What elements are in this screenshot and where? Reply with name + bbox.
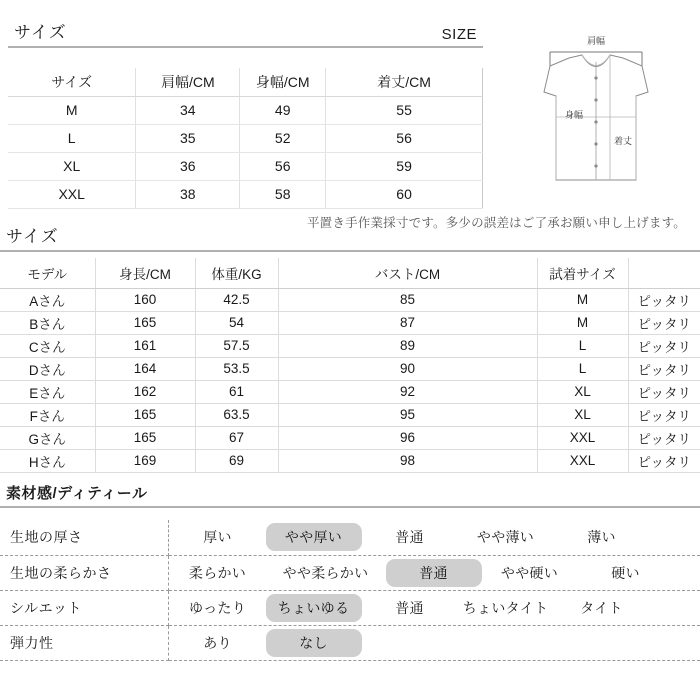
col-header-shoulder: 肩幅/CM xyxy=(136,68,240,96)
cell-weight: 67 xyxy=(195,426,278,449)
cell-bust: 85 xyxy=(278,288,537,311)
option-silhouette-3[interactable]: ちょいタイト xyxy=(462,599,549,616)
cell-trysize: L xyxy=(537,357,628,380)
option-thickness-4[interactable]: 薄い xyxy=(587,529,616,546)
cell-weight: 53.5 xyxy=(195,357,278,380)
table-header-row xyxy=(8,68,483,96)
option-silhouette-2[interactable]: 普通 xyxy=(395,599,424,616)
cell-height: 165 xyxy=(95,311,195,334)
cell-fit: ピッタリ xyxy=(628,449,700,472)
cell-bodywidth: 58 xyxy=(240,180,326,208)
cell-length: 56 xyxy=(326,124,483,152)
cell-shoulder: 34 xyxy=(136,96,240,124)
material-row-elasticity xyxy=(0,625,700,660)
option-silhouette-0[interactable]: ゆったり xyxy=(188,599,247,616)
table-row xyxy=(0,380,700,403)
cell-trysize: L xyxy=(537,334,628,357)
cell-height: 165 xyxy=(95,426,195,449)
cell-model: Cさん xyxy=(0,334,95,357)
cell-fit: ピッタリ xyxy=(628,403,700,426)
col-header-model: モデル xyxy=(0,258,95,288)
measurement-note: 平置き手作業採寸です。多少の誤差はご了承お願い申し上げます。 xyxy=(306,216,686,230)
sec-head-model xyxy=(0,222,700,252)
material-row-silhouette xyxy=(0,590,700,625)
table-row xyxy=(8,180,483,208)
cell-height: 162 xyxy=(95,380,195,403)
cell-bust: 95 xyxy=(278,403,537,426)
diagram-label-length: 着丈 xyxy=(613,136,633,146)
col-header-weight: 体重/KG xyxy=(195,258,278,288)
cell-shoulder: 35 xyxy=(136,124,240,152)
section-title-jp: 素材感/ディティール xyxy=(6,485,148,502)
cell-trysize: XL xyxy=(537,403,628,426)
table-row xyxy=(8,96,483,124)
sec-head-material xyxy=(0,482,700,508)
cell-model: Fさん xyxy=(0,403,95,426)
cell-bust: 98 xyxy=(278,449,537,472)
cell-bodywidth: 49 xyxy=(240,96,326,124)
table-row xyxy=(0,357,700,380)
material-row-label: 生地の厚さ xyxy=(0,520,168,555)
cell-model: Eさん xyxy=(0,380,95,403)
cell-fit: ピッタリ xyxy=(628,380,700,403)
table-row xyxy=(0,426,700,449)
cell-height: 161 xyxy=(95,334,195,357)
cell-weight: 54 xyxy=(195,311,278,334)
col-header-size: サイズ xyxy=(8,68,136,96)
cell-model: Gさん xyxy=(0,426,95,449)
col-header-height: 身長/CM xyxy=(95,258,195,288)
cell-size: XXL xyxy=(8,180,136,208)
cell-fit: ピッタリ xyxy=(628,311,700,334)
cell-bust: 87 xyxy=(278,311,537,334)
diagram-label-bodywidth: 身幅 xyxy=(564,110,584,120)
section-title-jp: サイズ xyxy=(14,23,67,42)
cell-bodywidth: 52 xyxy=(240,124,326,152)
table-row xyxy=(0,449,700,472)
cell-trysize: M xyxy=(537,311,628,334)
col-header-bodywidth: 身幅/CM xyxy=(240,68,326,96)
option-silhouette-1[interactable]: ちょいゆる xyxy=(266,594,362,622)
option-softness-1[interactable]: やや柔らかい xyxy=(282,564,369,581)
section-size-header xyxy=(8,18,483,48)
cell-bodywidth: 56 xyxy=(240,152,326,180)
material-row-label: 弾力性 xyxy=(0,625,168,660)
cell-trysize: XL xyxy=(537,380,628,403)
cell-shoulder: 36 xyxy=(136,152,240,180)
cell-length: 59 xyxy=(326,152,483,180)
cell-fit: ピッタリ xyxy=(628,357,700,380)
material-row-options xyxy=(168,520,700,555)
option-thickness-3[interactable]: やや薄い xyxy=(476,529,535,546)
garment-diagram xyxy=(524,22,692,212)
option-thickness-1[interactable]: やや厚い xyxy=(266,523,362,551)
cell-bust: 92 xyxy=(278,380,537,403)
option-thickness-0[interactable]: 厚い xyxy=(203,529,232,546)
cell-fit: ピッタリ xyxy=(628,426,700,449)
option-softness-0[interactable]: 柔らかい xyxy=(188,564,247,581)
cell-fit: ピッタリ xyxy=(628,334,700,357)
table-row xyxy=(0,288,700,311)
option-softness-2[interactable]: 普通 xyxy=(386,559,482,587)
cell-trysize: XXL xyxy=(537,449,628,472)
option-silhouette-4[interactable]: タイト xyxy=(580,599,623,616)
table-row xyxy=(0,403,700,426)
cell-fit: ピッタリ xyxy=(628,288,700,311)
diagram-label-shoulder: 肩幅 xyxy=(586,36,606,46)
cell-height: 165 xyxy=(95,403,195,426)
cell-height: 160 xyxy=(95,288,195,311)
cell-size: XL xyxy=(8,152,136,180)
cell-shoulder: 38 xyxy=(136,180,240,208)
section-material-header xyxy=(0,482,700,508)
material-row-label: シルエット xyxy=(0,590,168,625)
cell-weight: 57.5 xyxy=(195,334,278,357)
option-elasticity-0[interactable]: あり xyxy=(203,634,232,651)
table-row xyxy=(8,124,483,152)
cell-size: M xyxy=(8,96,136,124)
material-detail-wrap xyxy=(0,518,700,661)
option-softness-4[interactable]: 硬い xyxy=(611,564,640,581)
cell-weight: 69 xyxy=(195,449,278,472)
cell-height: 164 xyxy=(95,357,195,380)
cell-weight: 42.5 xyxy=(195,288,278,311)
size-table xyxy=(8,68,483,209)
cell-trysize: M xyxy=(537,288,628,311)
material-row-options xyxy=(168,555,700,590)
col-header-trysize: 試着サイズ xyxy=(537,258,628,288)
option-elasticity-1[interactable]: なし xyxy=(266,629,362,657)
material-row-options xyxy=(168,625,700,660)
cell-weight: 61 xyxy=(195,380,278,403)
size-table-wrap xyxy=(8,68,483,209)
cell-model: Hさん xyxy=(0,449,95,472)
table-row xyxy=(8,152,483,180)
cell-bust: 90 xyxy=(278,357,537,380)
col-header-length: 着丈/CM xyxy=(326,68,483,96)
sec-head-size xyxy=(8,18,483,48)
material-row-thickness xyxy=(0,520,700,555)
section-title-jp: サイズ xyxy=(6,227,59,246)
cell-model: Aさん xyxy=(0,288,95,311)
material-row-softness xyxy=(0,555,700,590)
section-model-header xyxy=(0,222,700,252)
cell-model: Bさん xyxy=(0,311,95,334)
cell-height: 169 xyxy=(95,449,195,472)
model-table-wrap xyxy=(0,258,700,473)
cell-size: L xyxy=(8,124,136,152)
material-row-options xyxy=(168,590,700,625)
cell-bust: 89 xyxy=(278,334,537,357)
option-thickness-2[interactable]: 普通 xyxy=(395,529,424,546)
cell-model: Dさん xyxy=(0,357,95,380)
cell-trysize: XXL xyxy=(537,426,628,449)
cell-length: 55 xyxy=(326,96,483,124)
cell-weight: 63.5 xyxy=(195,403,278,426)
section-title-en: SIZE xyxy=(441,26,477,43)
option-softness-3[interactable]: やや硬い xyxy=(500,564,559,581)
table-header-row xyxy=(0,258,700,288)
material-detail-table xyxy=(0,520,700,661)
table-row xyxy=(0,311,700,334)
col-header-fit xyxy=(628,258,700,288)
cell-bust: 96 xyxy=(278,426,537,449)
table-row xyxy=(0,334,700,357)
cell-length: 60 xyxy=(326,180,483,208)
model-table xyxy=(0,258,700,473)
material-row-label: 生地の柔らかさ xyxy=(0,555,168,590)
col-header-bust: バスト/CM xyxy=(278,258,537,288)
